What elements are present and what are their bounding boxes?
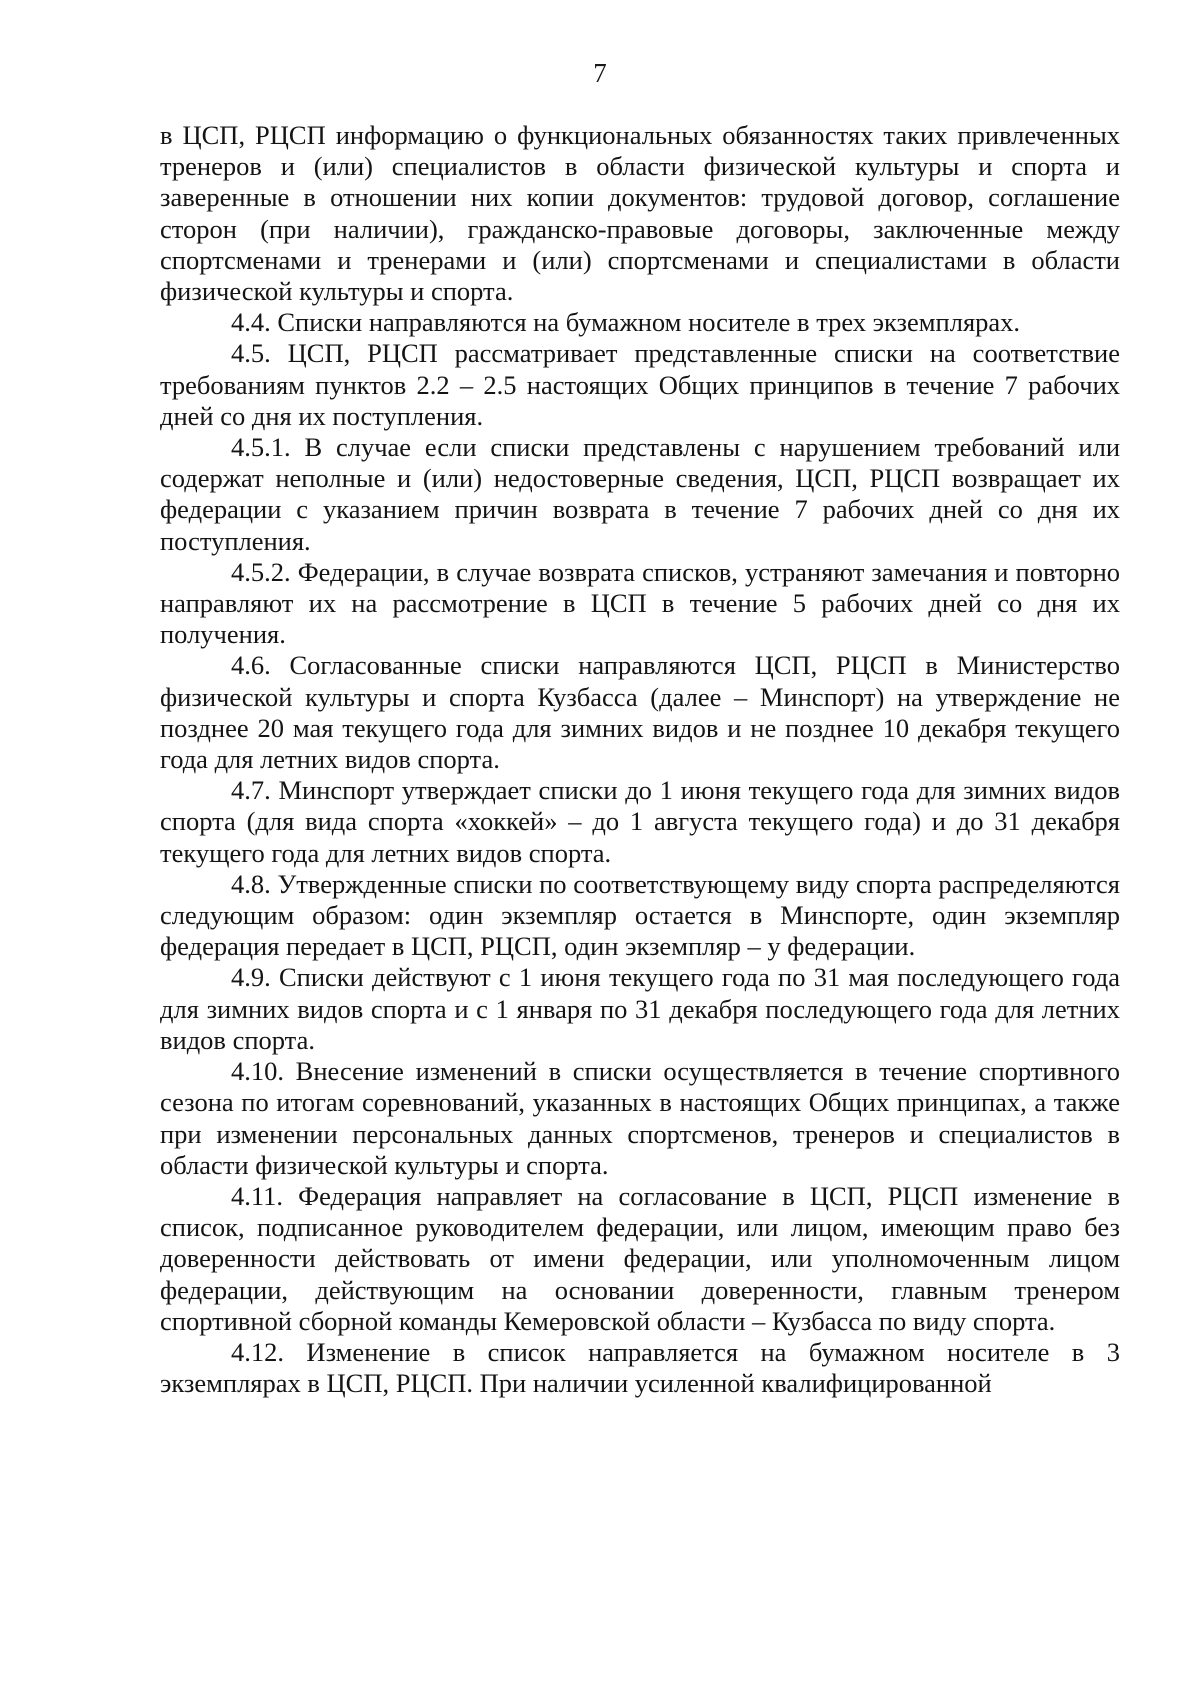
paragraph-4-5: 4.5. ЦСП, РЦСП рассматривает представленные списки на соответствие требованиям пунктов 2.2 – 2.5 настоящих Общих принципов в течение 7 рабочих дней со дня их поступления. bbox=[160, 338, 1120, 431]
paragraph-4-11: 4.11. Федерация направляет на согласование в ЦСП, РЦСП изменение в список, подписанное руководителем федерации, или лицом, имеющим право без доверенности действовать от имени федерации, или уполномоченным лицом федерации, действующим на основании доверенности, главным тренером спортивной сборной команды Кемеровской области – Кузбасса по виду спорта. bbox=[160, 1180, 1120, 1336]
paragraph-4-12: 4.12. Изменение в список направляется на бумажном носителе в 3 экземплярах в ЦСП, РЦСП. При наличии усиленной квалифицированной bbox=[160, 1336, 1120, 1399]
paragraph-4-6: 4.6. Согласованные списки направляются ЦСП, РЦСП в Министерство физической культуры и спорта Кузбасса (далее – Минспорт) на утверждение не позднее 20 мая текущего года для зимних видов и не позднее 10 декабря текущего года для летних видов спорта. bbox=[160, 650, 1120, 775]
paragraph-4-8: 4.8. Утвержденные списки по соответствующему виду спорта распределяются следующим образом: один экземпляр остается в Минспорте, один экземпляр федерация передает в ЦСП, РЦСП, один экземпляр – у федерации. bbox=[160, 868, 1120, 962]
paragraph-4-9: 4.9. Списки действуют с 1 июня текущего года по 31 мая последующего года для зимних видов спорта и с 1 января по 31 декабря последующего года для летних видов спорта. bbox=[160, 962, 1120, 1055]
paragraph-4-10: 4.10. Внесение изменений в списки осуществляется в течение спортивного сезона по итогам соревнований, указанных в настоящих Общих принципах, а также при изменении персональных данных спортсменов, тренеров и специалистов в области физической культуры и спорта. bbox=[160, 1056, 1120, 1180]
document-body bbox=[160, 120, 1120, 1399]
paragraph-4-7: 4.7. Минспорт утверждает списки до 1 июня текущего года для зимних видов спорта (для вида спорта «хоккей» – до 1 августа текущего года) и до 31 декабря текущего года для летних видов спорта. bbox=[160, 775, 1120, 868]
page-number: 7 bbox=[593, 58, 607, 88]
paragraph-4-5-2: 4.5.2. Федерации, в случае возврата списков, устраняют замечания и повторно направляют их на рассмотрение в ЦСП в течение 5 рабочих дней со дня их получения. bbox=[160, 556, 1120, 650]
paragraph-continuation: в ЦСП, РЦСП информацию о функциональных обязанностях таких привлеченных тренеров и (или) специалистов в области физической культуры и спорта и заверенные в отношении них копии документов: трудовой договор, соглашение сторон (при наличии), гражданско-правовые договоры, заключенные между спортсменами и тренерами и (или) спортсменами и специалистами в области физической культуры и спорта. bbox=[160, 120, 1120, 307]
paragraph-4-4: 4.4. Списки направляются на бумажном носителе в трех экземплярах. bbox=[231, 307, 1021, 338]
paragraph-4-5-1: 4.5.1. В случае если списки представлены с нарушением требований или содержат неполные и (или) недостоверные сведения, ЦСП, РЦСП возвращает их федерации с указанием причин возврата в течение 7 рабочих дней со дня их поступления. bbox=[160, 432, 1120, 556]
